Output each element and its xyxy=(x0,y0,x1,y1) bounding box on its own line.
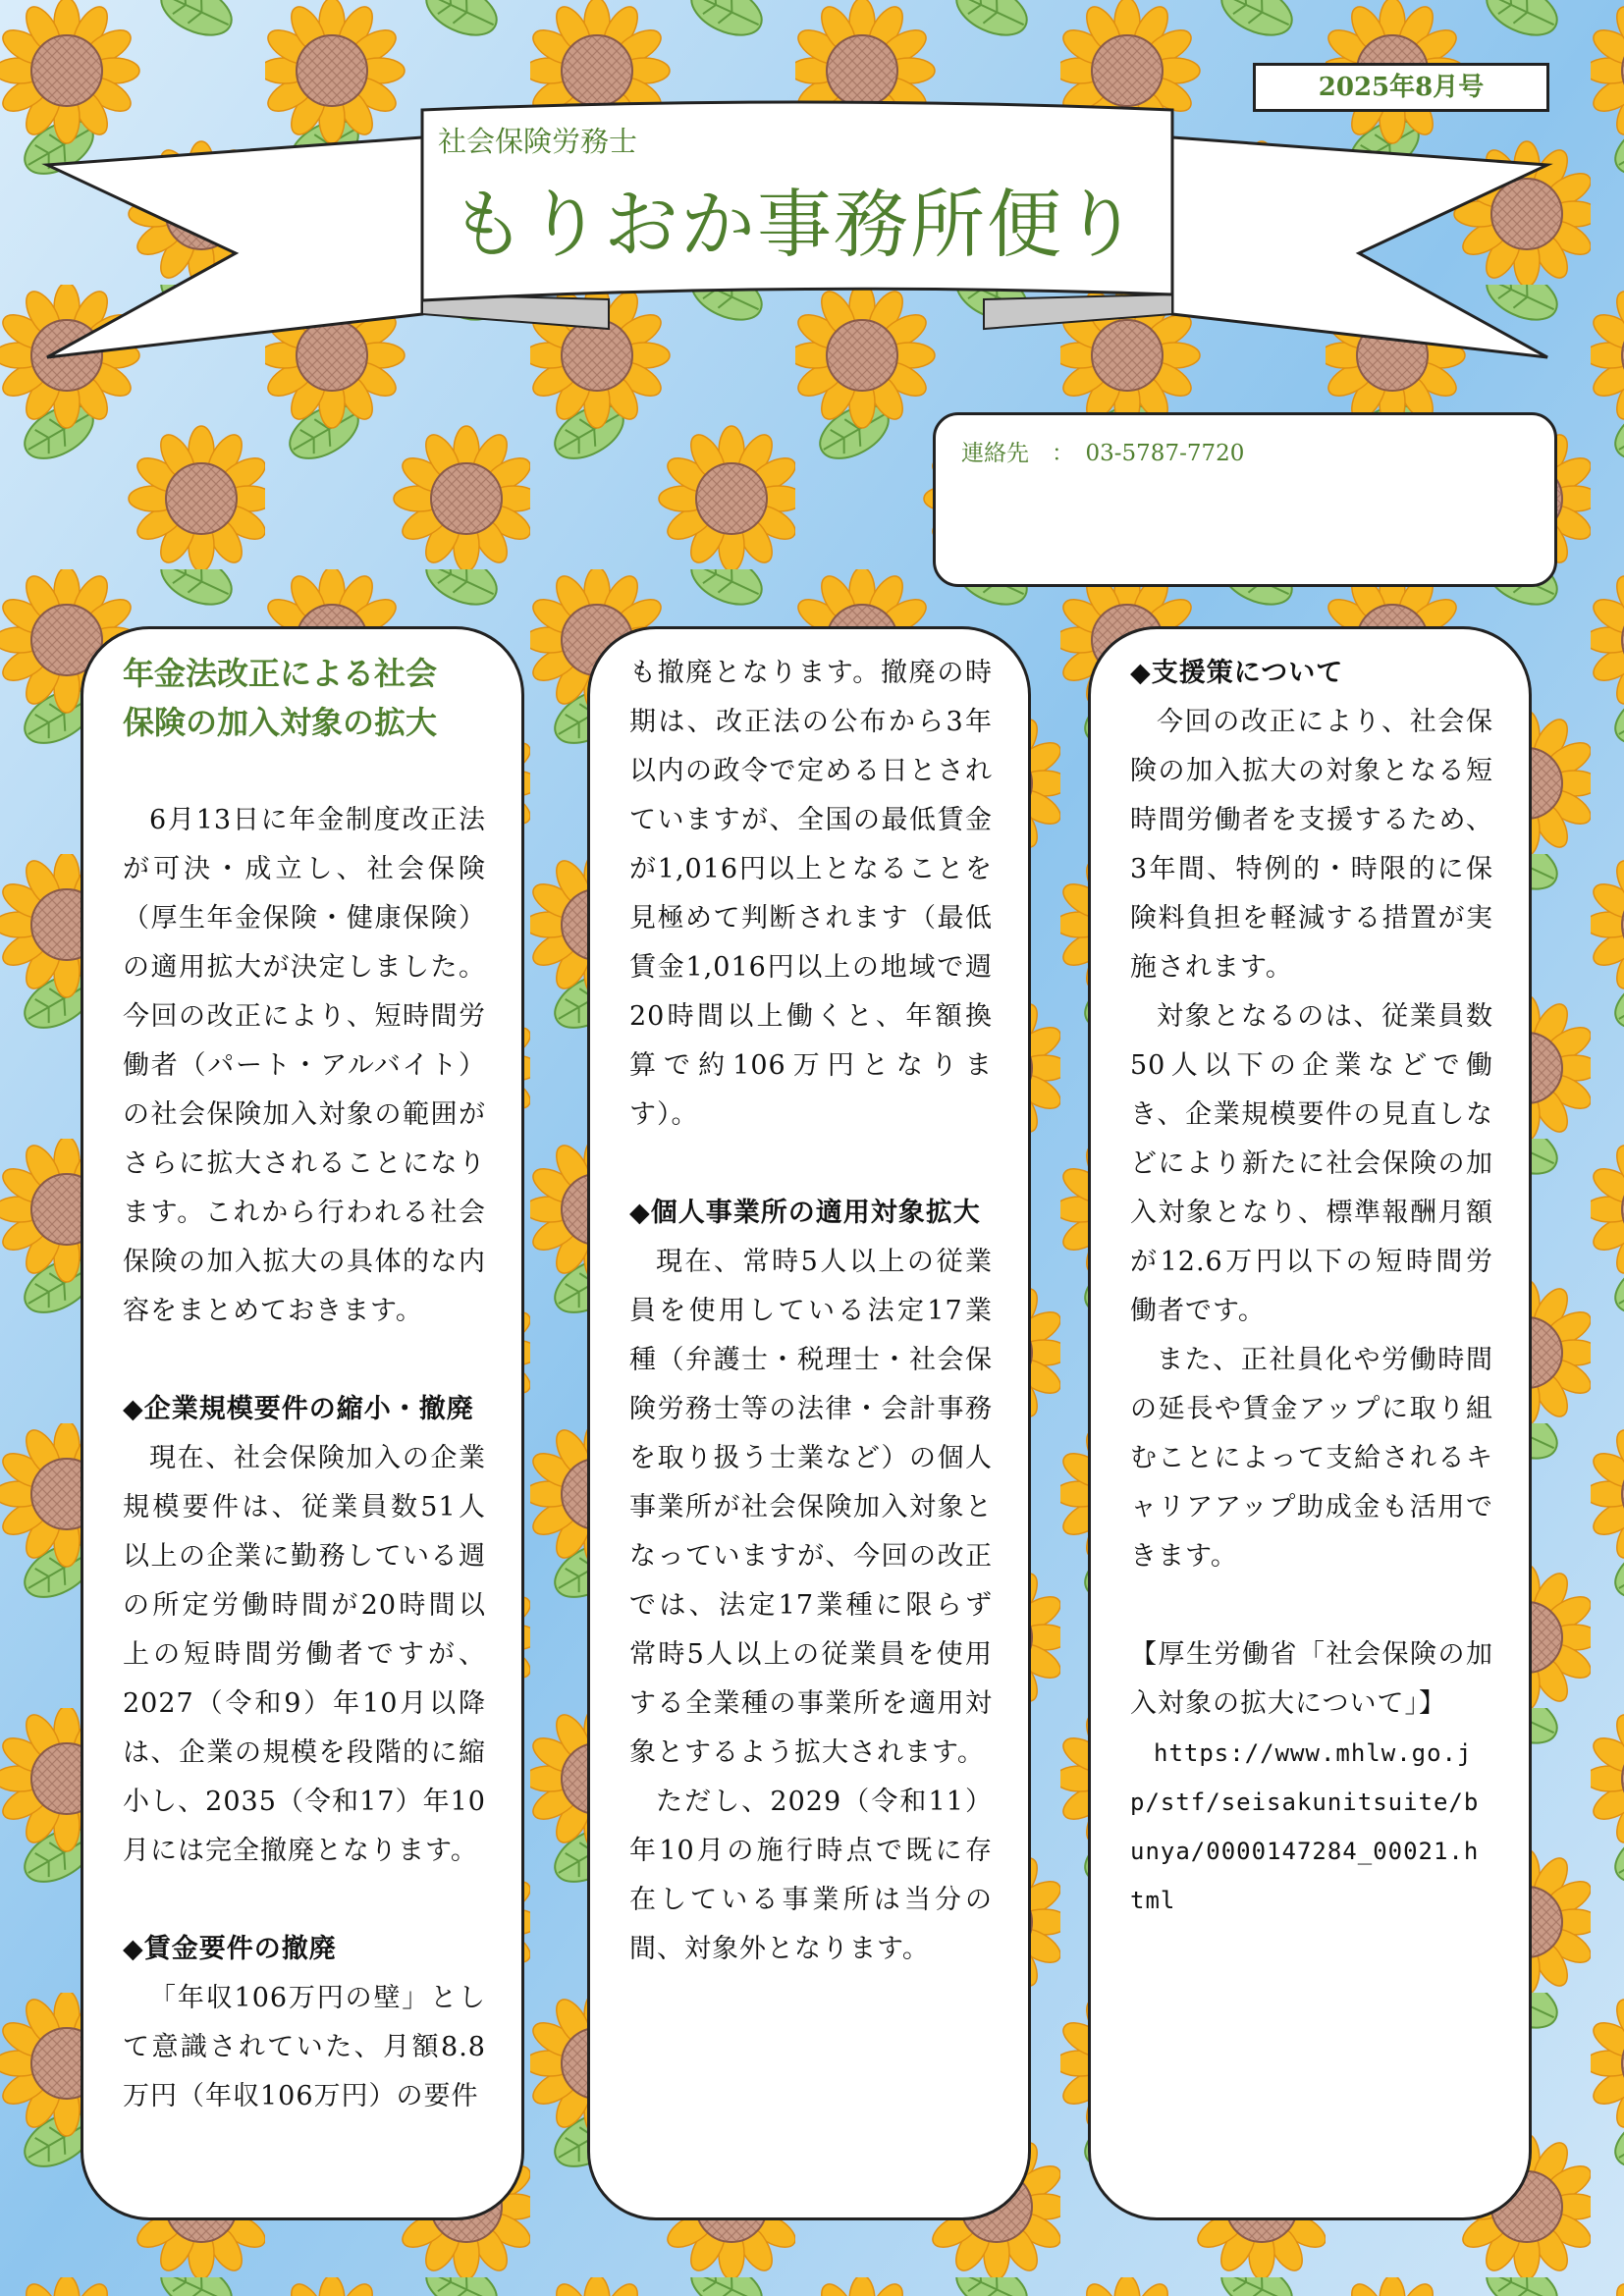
section-title-support: ◆支援策について xyxy=(1130,658,1344,688)
wage-continued-paragraph: も撤廃となります。撤廃の時期は、改正法の公布から3年以内の政令で定める日とされていますが、全国の最低賃金が1,016円以上となることを見極めて判断されます（最低賃金1,016円以上の地域で週20時間以上働くと、年額換算で約106万円となります）。 xyxy=(629,658,993,1130)
contact-phone: 連絡先 ： 03-5787-7720 xyxy=(961,441,1245,466)
section-title-sole-proprietor: ◆個人事業所の適用対象拡大 xyxy=(629,1198,981,1228)
newsletter-title: もりおか事務所便り xyxy=(451,181,1140,268)
article-heading-line-1: 年金法改正による社会 xyxy=(123,655,438,692)
article-heading xyxy=(123,649,486,747)
section-title-company-size: ◆企業規模要件の縮小・撤廃 xyxy=(123,1394,474,1424)
article-column-2 xyxy=(587,626,1031,2220)
reference-title: 【厚生労働省「社会保険の加入対象の拡大について」】 xyxy=(1130,1639,1493,1719)
section-body-sole-proprietor-2: ただし、2029（令和11）年10月の施行時点で既に存在している事業所は当分の間、対象外となります。 xyxy=(629,1787,993,1964)
contact-box xyxy=(933,412,1557,587)
section-body-company-size: 現在、社会保険加入の企業規模要件は、従業員数51人以上の企業に勤務している週の所定労働時間が20時間以上の短時間労働者ですが、2027（令和9）年10月以降は、企業の規模を段階的に縮小し、2035（令和17）年10月には完全撤廃となります。 xyxy=(123,1443,486,1866)
article-body-1 xyxy=(123,796,486,2121)
article-column-1 xyxy=(81,626,524,2220)
newsletter-subtitle: 社会保険労務士 xyxy=(438,125,638,158)
article-column-3 xyxy=(1088,626,1532,2220)
article-heading-line-2: 保険の加入対象の拡大 xyxy=(123,704,438,741)
section-body-wage: 「年収106万円の壁」として意識されていた、月額8.8万円（年収106万円）の要件 xyxy=(123,1983,486,2111)
article-body-2 xyxy=(629,649,993,1974)
section-body-sole-proprietor-1: 現在、常時5人以上の従業員を使用している法定17業種（弁護士・税理士・社会保険労務士等の法律・会計事務を取り扱う士業など）の個人事業所が社会保険加入対象となっていますが、今回の改正では、法定17業種に限らず常時5人以上の従業員を使用する全業種の事業所を適用対象とするよう拡大されます。 xyxy=(629,1247,993,1768)
article-body-3 xyxy=(1130,649,1493,1925)
section-title-wage: ◆賃金要件の撤廃 xyxy=(123,1934,337,1964)
section-body-support-2: 対象となるのは、従業員数50人以下の企業などで働き、企業規模要件の見直しなどにより新たに社会保険の加入対象となり、標準報酬月額が12.6万円以下の短時間労働者です。 xyxy=(1130,1001,1493,1326)
section-body-support-1: 今回の改正により、社会保険の加入拡大の対象となる短時間労働者を支援するため、3年間、特例的・時限的に保険料負担を軽減する措置が実施されます。 xyxy=(1130,707,1493,983)
reference-url-link[interactable]: https://www.mhlw.go.jp/stf/seisakunitsuite/bunya/0000147284_00021.html xyxy=(1130,1739,1480,1914)
section-body-support-3: また、正社員化や労働時間の延長や賃金アップに取り組むことによって支給されるキャリアアップ助成金も活用できます。 xyxy=(1130,1345,1493,1572)
issue-date-badge: 2025年8月号 xyxy=(1253,63,1549,112)
intro-paragraph: 6月13日に年金制度改正法が可決・成立し、社会保険（厚生年金保険・健康保険）の適用拡大が決定しました。今回の改正により、短時間労働者（パート・アルバイト）の社会保険加入対象の範囲がさらに拡大されることになります。これから行われる社会保険の加入拡大の具体的な内容をまとめておきます。 xyxy=(123,805,486,1326)
